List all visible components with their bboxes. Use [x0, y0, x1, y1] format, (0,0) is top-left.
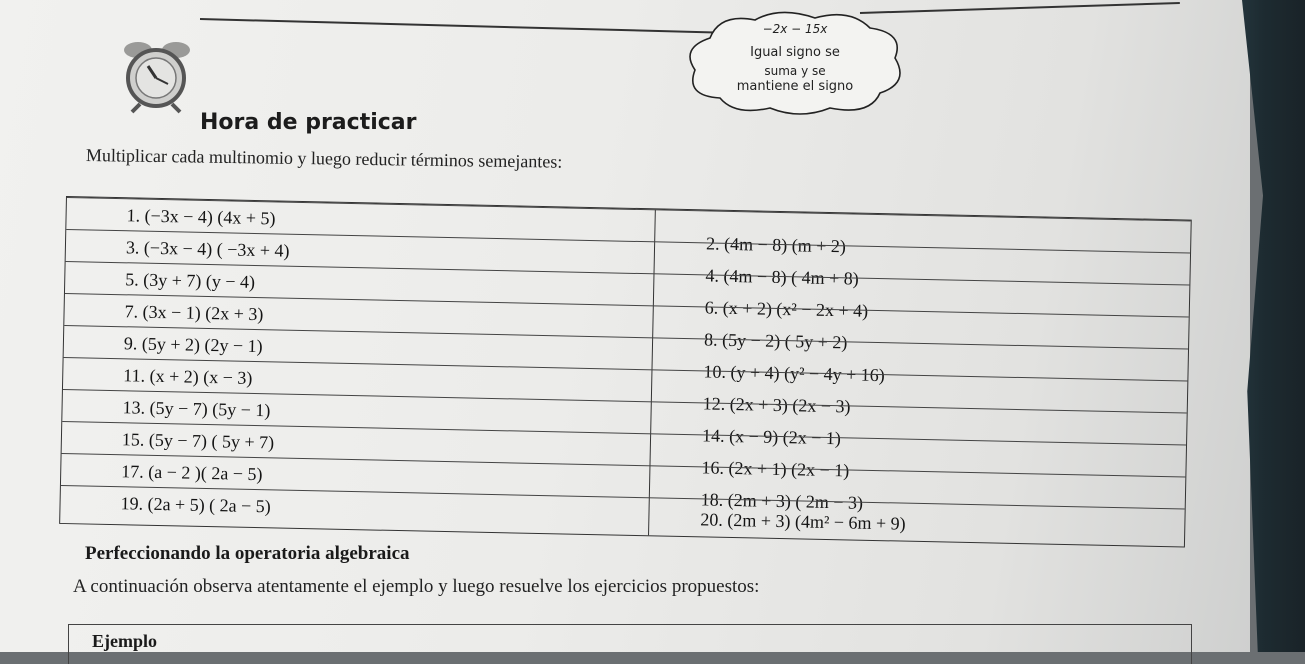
exercise-right: 2. (4m − 8) (m + 2): [705, 233, 847, 257]
exercise-right: 4. (4m − 8) ( 4m + 8): [705, 265, 859, 289]
example-label: Ejemplo: [92, 631, 157, 651]
note-cloud: [680, 8, 910, 118]
alarm-clock-icon: [118, 38, 198, 114]
note-line-1: Igual signo se: [750, 45, 840, 60]
exercise-right: 20. (2m + 3) (4m² − 6m + 9): [700, 509, 906, 534]
subsection-title: Perfeccionando la operatoria algebraica: [85, 543, 410, 564]
exercise-left: 5. (3y + 7) (y − 4): [125, 269, 256, 292]
note-line-3: mantiene el signo: [736, 79, 854, 94]
exercise-table: [59, 196, 1192, 548]
instructions: Multiplicar cada multinomio y luego reducir términos semejantes:: [85, 145, 563, 172]
section-title: Hora de practicar: [200, 110, 417, 135]
exercise-left: 17. (a − 2 )( 2a − 5): [121, 461, 263, 485]
exercise-left: 1. (−3x − 4) (4x + 5): [126, 205, 276, 229]
note-line-2: suma y se: [764, 64, 826, 78]
exercise-left: 15. (5y − 7) ( 5y + 7): [121, 429, 275, 453]
exercise-left: 9. (5y + 2) (2y − 1): [123, 333, 263, 357]
exercise-right: 8. (5y − 2) ( 5y + 2): [703, 329, 848, 353]
exercise-left: 13. (5y − 7) (5y − 1): [122, 397, 271, 421]
note-expression: −2x − 15x: [762, 22, 828, 36]
subsection-instructions: A continuación observa atentamente el ejemplo y luego resuelve los ejercicios propuestos:: [73, 576, 760, 597]
exercise-left: 11. (x + 2) (x − 3): [123, 365, 253, 388]
example-box: [68, 624, 1192, 664]
exercise-left: 7. (3x − 1) (2x + 3): [124, 301, 264, 325]
exercise-right: 16. (2x + 1) (2x − 1): [701, 457, 850, 481]
exercise-right: 18. (2m + 3) ( 2m − 3): [700, 489, 864, 513]
exercise-right: 14. (x − 9) (2x − 1): [701, 425, 842, 449]
exercise-right: 6. (x + 2) (x² − 2x + 4): [704, 297, 869, 321]
exercise-left: 19. (2a + 5) ( 2a − 5): [120, 493, 272, 517]
exercise-left: 3. (−3x − 4) ( −3x + 4): [125, 237, 290, 261]
exercise-right: 10. (y + 4) (y² − 4y + 16): [703, 361, 885, 386]
exercise-right: 12. (2x + 3) (2x − 3): [702, 393, 851, 417]
